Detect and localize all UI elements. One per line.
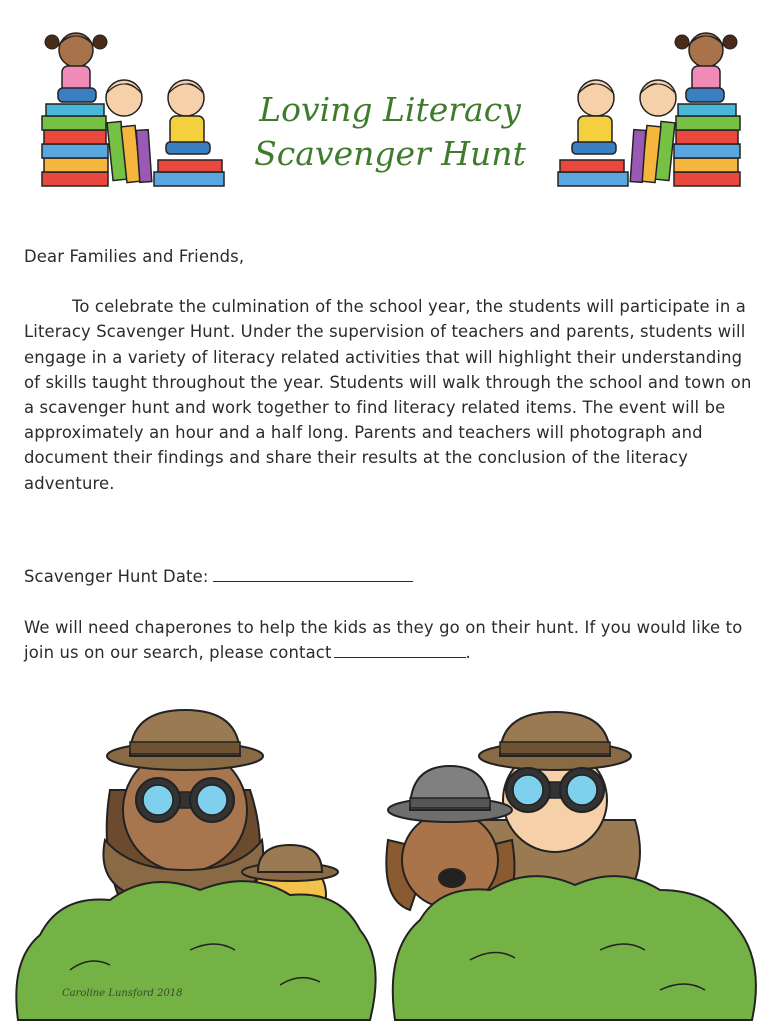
kids-reading-books-clipart-right [556,22,746,192]
hunt-date-blank [213,565,413,582]
hunt-date-line [24,564,413,589]
salutation: Dear Families and Friends, [24,247,245,266]
chaperone-text: We will need chaperones to help the kids as they go on their hunt. If you would like to join us on our search, please contact [24,618,743,663]
detectives-in-bushes-clipart [0,700,770,1024]
hunt-date-label: Scavenger Hunt Date: [24,567,209,586]
page-title [230,88,550,176]
body-paragraph: To celebrate the culmination of the school year, the students will participate in a Literacy Scavenger Hunt. Under the supervision of teachers and parents, students will engage in a variety of literacy related activities that will highlight their understanding of skills taught throughout the year. Students will walk through the school and town on a scavenger hunt and work together to find literacy related items. The event will be approximately an hour and a half long. Parents and teachers will photograph and document their findings and share their results at the conclusion of the literacy adventure. [24,297,752,493]
letter-body [24,244,754,496]
header [0,0,770,200]
chaperone-end: . [465,643,471,663]
title-line-1: Loving Literacy [259,90,521,129]
contact-blank [334,641,466,658]
artist-signature: Caroline Lunsford 2018 [62,988,183,999]
title-line-2: Scavenger Hunt [254,134,526,173]
kids-reading-books-clipart-left [36,22,226,192]
chaperone-paragraph [24,615,754,665]
